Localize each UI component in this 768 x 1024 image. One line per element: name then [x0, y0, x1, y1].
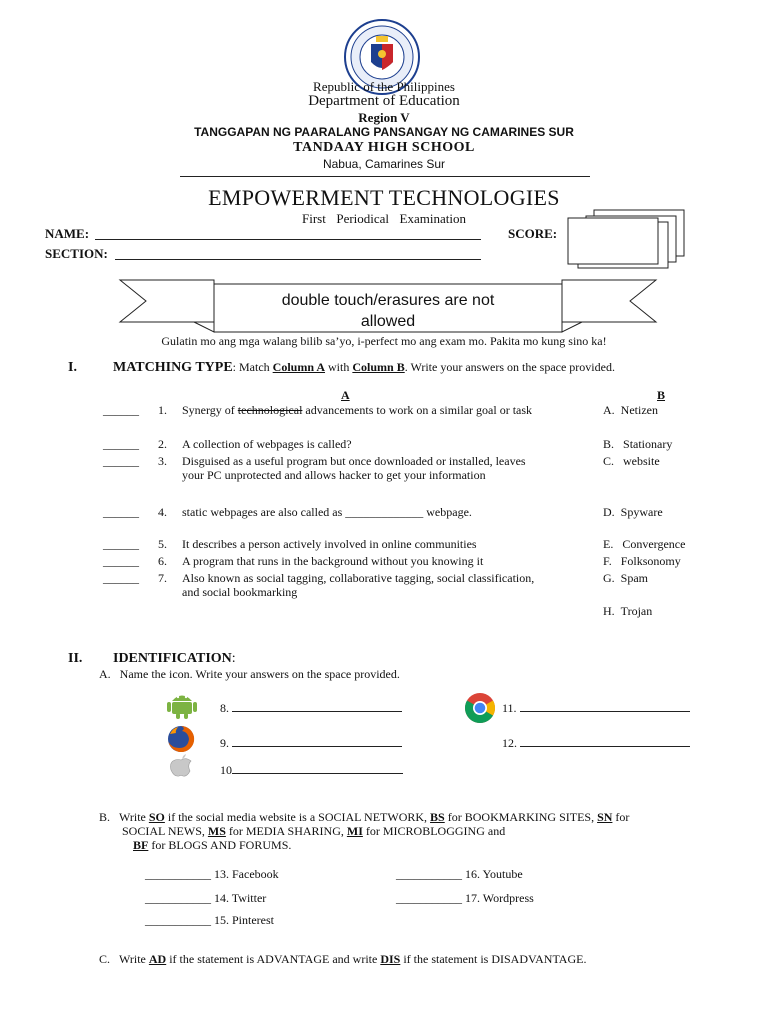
b-text: for — [612, 810, 630, 824]
item-text: A collection of webpages is called? — [182, 437, 352, 451]
matching-item-4 — [103, 505, 472, 519]
answer-blank[interactable]: ___________ — [145, 891, 211, 905]
icon-item-10 — [220, 763, 403, 777]
site-item-14 — [145, 891, 266, 905]
code-ms: MS — [207, 824, 226, 838]
column-a-word: Column A — [272, 360, 326, 374]
choice-letter: E. — [603, 537, 614, 551]
part1-instructions — [113, 360, 615, 376]
item-number: 5. — [158, 537, 167, 551]
choice-letter: D. — [603, 505, 615, 519]
score-label: SCORE: — [508, 226, 558, 241]
exam-title: EMPOWERMENT TECHNOLOGIES — [208, 185, 560, 210]
icon-item-9 — [220, 736, 402, 750]
code-dis: DIS — [380, 952, 401, 966]
column-b-header: B — [657, 388, 666, 402]
section-label: SECTION: — [45, 246, 108, 261]
site-item-13 — [145, 867, 279, 881]
b-text: for BOOKMARKING SITES, — [444, 810, 598, 824]
choice-text: Convergence — [622, 537, 686, 551]
item-text: Also known as social tagging, collaborative tagging, social classification, — [182, 571, 535, 585]
part1-instr-c: . Write your answers on the space provided. — [404, 360, 615, 374]
column-a-header: A — [341, 388, 350, 402]
choice-d — [603, 505, 663, 519]
choice-g — [603, 571, 648, 585]
matching-item-6 — [103, 554, 484, 568]
answer-blank[interactable]: ______ — [103, 403, 139, 417]
icon-item-number: 8. — [220, 701, 229, 715]
choice-letter: C. — [603, 454, 615, 468]
choice-text: Netizen — [620, 403, 658, 417]
item-number: 3. — [158, 454, 167, 468]
name-field[interactable] — [95, 238, 481, 240]
choice-text: Stationary — [623, 437, 673, 451]
b-text: for MEDIA SHARING, — [225, 824, 347, 838]
part2-heading — [113, 651, 236, 667]
c-text: if the statement is DISADVANTAGE. — [400, 952, 587, 966]
item-number: 2. — [158, 437, 167, 451]
part1-heading: MATCHING TYPE — [113, 360, 233, 375]
item-text: It describes a person actively involved in online communities — [182, 537, 477, 551]
code-sn: SN — [597, 810, 613, 824]
header-divider — [180, 176, 590, 177]
site-name: Twitter — [231, 891, 267, 905]
answer-blank[interactable]: ______ — [103, 454, 139, 468]
site-number: 14. — [214, 891, 229, 905]
code-ad: AD — [148, 952, 167, 966]
section-a-text: Name the icon. Write your answers on the space provided. — [119, 667, 400, 681]
department-text: Department of Education — [308, 93, 460, 109]
item-number: 6. — [158, 554, 167, 568]
item-text: A program that runs in the background without you knowing it — [182, 554, 484, 568]
site-name: Wordpress — [482, 891, 534, 905]
choice-text: Spam — [620, 571, 649, 585]
item-text-line2: your PC unprotected and allows hacker to get your information — [182, 468, 486, 482]
icon-item-number: 9. — [220, 736, 229, 750]
column-b-word: Column B — [352, 360, 405, 374]
item-strike-text: technological — [237, 403, 303, 417]
choice-b — [603, 437, 672, 451]
b-text: if the social media website is a SOCIAL NETWORK, — [164, 810, 431, 824]
item-number: 1. — [158, 403, 167, 417]
answer-blank[interactable]: ______ — [103, 437, 139, 451]
answer-blank[interactable]: ___________ — [396, 891, 462, 905]
choice-letter: H. — [603, 604, 615, 618]
exam-subtitle: First Periodical Examination — [302, 211, 466, 226]
choice-text: Folksonomy — [620, 554, 681, 568]
b-text: SOCIAL NEWS, — [122, 824, 208, 838]
code-bs: BS — [430, 810, 445, 824]
item-number: 7. — [158, 571, 167, 585]
c-text: if the statement is ADVANTAGE and write — [166, 952, 381, 966]
icon-item-12 — [502, 736, 690, 750]
score-box[interactable] — [560, 206, 690, 270]
site-item-15 — [145, 913, 274, 927]
icon-item-11 — [502, 701, 690, 715]
answer-line[interactable] — [232, 701, 402, 712]
matching-item-3 — [103, 454, 526, 482]
choice-text: Spyware — [620, 505, 663, 519]
section-c-label: C. — [99, 952, 111, 966]
choice-h — [603, 604, 652, 618]
school-name: TANDAAY HIGH SCHOOL — [293, 140, 475, 155]
choice-a — [603, 403, 658, 417]
answer-blank[interactable]: ___________ — [396, 867, 462, 881]
choice-letter: G. — [603, 571, 615, 585]
matching-item-2 — [103, 437, 352, 451]
chrome-icon — [464, 692, 496, 724]
site-number: 17. — [465, 891, 480, 905]
site-number: 15. — [214, 913, 229, 927]
school-address: Nabua, Camarines Sur — [322, 157, 446, 171]
site-name: Facebook — [232, 867, 279, 881]
site-number: 13. — [214, 867, 229, 881]
answer-line[interactable] — [232, 736, 402, 747]
office-text: TANGGAPAN NG PAARALANG PANSANGAY NG CAMARINES SUR — [194, 125, 574, 139]
part1-numeral: I. — [68, 360, 77, 375]
choice-letter: A. — [603, 403, 615, 417]
b-text: for BLOGS AND FORUMS. — [148, 838, 292, 852]
icon-item-number: 12. — [502, 736, 517, 750]
icon-item-number: 11. — [502, 701, 517, 715]
icon-item-number: 10 — [220, 763, 232, 777]
firefox-icon — [166, 724, 196, 754]
choice-e — [603, 537, 685, 551]
item-text-rest: advancements to work on a similar goal or task — [302, 403, 533, 417]
b-text: for MICROBLOGGING and — [362, 824, 506, 838]
answer-line[interactable] — [232, 763, 403, 774]
part2-numeral: II. — [68, 651, 83, 666]
choice-letter: F. — [603, 554, 612, 568]
site-item-16 — [396, 867, 523, 881]
answer-blank[interactable]: ______ — [103, 505, 139, 519]
section-a-label: A. — [99, 667, 111, 681]
part2-colon: : — [231, 651, 236, 666]
apple-icon — [166, 754, 196, 778]
part2-c-instruction — [99, 952, 586, 966]
matching-item-1 — [103, 403, 533, 417]
section-field[interactable] — [115, 258, 481, 260]
choice-text: Trojan — [620, 604, 653, 618]
item-text: Disguised as a useful program but once downloaded or installed, leaves — [182, 454, 526, 468]
b-text: Write — [119, 810, 149, 824]
matching-item-7 — [103, 571, 535, 599]
part2-heading-text: IDENTIFICATION — [113, 651, 232, 666]
answer-blank[interactable]: ______ — [103, 554, 139, 568]
banner-text-2: allowed — [360, 313, 416, 330]
answer-blank[interactable]: ___________ — [145, 913, 211, 927]
answer-line[interactable] — [520, 701, 690, 712]
item-text-line2: and social bookmarking — [182, 585, 298, 599]
site-name: Youtube — [482, 867, 523, 881]
item-number: 4. — [158, 505, 167, 519]
site-item-17 — [396, 891, 534, 905]
code-mi: MI — [346, 824, 363, 838]
site-number: 16. — [465, 867, 480, 881]
site-name: Pinterest — [232, 913, 274, 927]
republic-text: Republic of the Philippines — [313, 79, 455, 94]
banner-text-1: double touch/erasures are not — [281, 292, 495, 309]
icon-item-8 — [220, 701, 402, 715]
name-label: NAME: — [45, 226, 90, 241]
matching-item-5 — [103, 537, 477, 551]
part1-instr-a: : Match — [232, 360, 273, 374]
part2-a-instruction — [99, 667, 400, 681]
choice-letter: B. — [603, 437, 615, 451]
section-b-label: B. — [99, 810, 111, 824]
region-text: Region V — [358, 110, 410, 125]
item-text: Synergy of — [182, 403, 238, 417]
answer-blank[interactable]: ______ — [103, 537, 139, 551]
part1-instr-b: with — [325, 360, 353, 374]
android-icon — [164, 690, 200, 720]
choice-text: website — [623, 454, 660, 468]
answer-blank[interactable]: ______ — [103, 571, 139, 585]
code-so: SO — [148, 810, 165, 824]
item-text: static webpages are also called as _____________ webpage. — [182, 505, 472, 519]
choice-c — [603, 454, 660, 468]
answer-blank[interactable]: ___________ — [145, 867, 211, 881]
code-bf: BF — [133, 838, 149, 852]
motto-text: Gulatin mo ang mga walang bilib sa’yo, i-perfect mo ang exam mo. Pakita mo kung sino ka! — [161, 334, 607, 348]
c-text: Write — [119, 952, 149, 966]
answer-line[interactable] — [520, 736, 690, 747]
part2-b-instruction — [99, 810, 719, 852]
choice-f — [603, 554, 681, 568]
